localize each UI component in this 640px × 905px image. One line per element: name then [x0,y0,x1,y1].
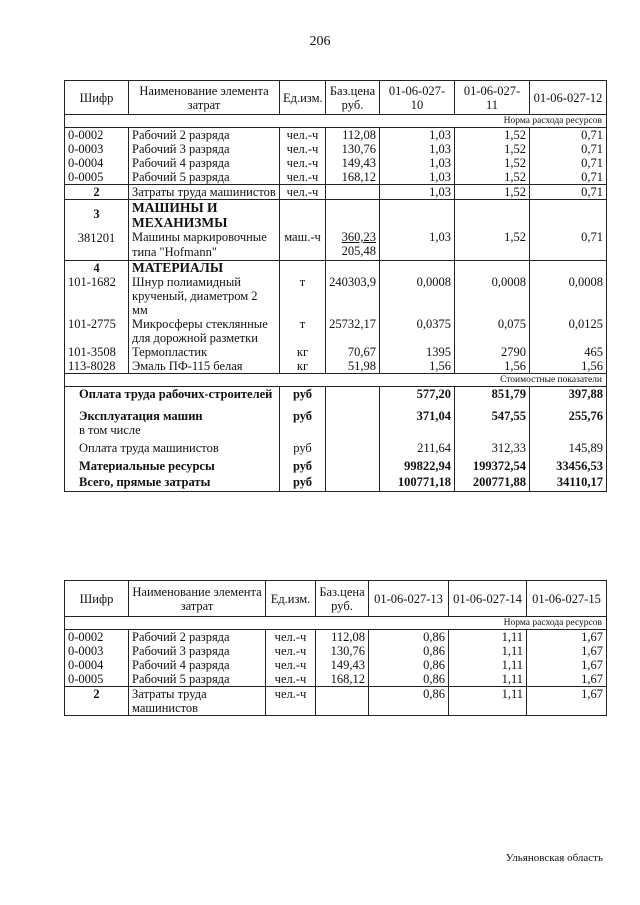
summary-row [65,455,607,473]
summary-label: Материальные ресурсы [65,455,280,473]
row-unit: чел.-ч [280,142,326,156]
summary-value-10: 371,04 [380,401,455,437]
row-value-14: 1,11 [449,630,527,645]
summary-label: Оплата труда машинистов [65,437,280,455]
row-value-10: 1,03 [380,142,455,156]
row-name: Рабочий 3 разряда [129,644,266,658]
empty-cell [455,261,530,276]
row-value-10: 0,0008 [380,275,455,317]
resource-norm-label: Норма расхода ресурсов [65,617,607,630]
row-value-10: 1,03 [380,156,455,170]
header-unit: Ед.изм. [266,581,316,617]
header-price: Баз.цена руб. [326,81,380,115]
table-row [65,658,607,672]
table-row [65,317,607,345]
header-col-10: 01-06-027-10 [380,81,455,115]
summary-unit: руб [280,437,326,455]
row-value-12: 465 [530,345,607,359]
summary-value-12: 33456,53 [530,455,607,473]
row-code: 0-0005 [65,672,129,687]
resource-table-2 [64,580,607,716]
row-unit: чел.-ч [280,185,326,200]
summary-label: Эксплуатация машин [79,409,203,423]
header-col-13: 01-06-027-13 [369,581,449,617]
row-price: 25732,17 [326,317,380,345]
table-row [65,170,607,185]
machines-section-row [65,200,607,261]
row-value-10: 1,03 [380,185,455,200]
summary-value-12: 145,89 [530,437,607,455]
row-value-15: 1,67 [527,630,607,645]
summary-row [65,473,607,492]
row-code: 0-0003 [65,644,129,658]
empty-cell [326,401,380,437]
machines-section-code: 3 [93,207,100,221]
row-unit: чел.-ч [266,630,316,645]
empty-cell [380,261,455,276]
summary-value-11: 547,55 [455,401,530,437]
row-name: Эмаль ПФ-115 белая [129,359,280,374]
row-value-10: 1,03 [380,128,455,143]
row-value-13: 0,86 [369,658,449,672]
header-name: Наименование элемента затрат [129,581,266,617]
row-value-12: 0,0008 [530,275,607,317]
table-row [65,156,607,170]
summary-row [65,437,607,455]
row-value-14: 1,11 [449,672,527,687]
row-name: Микросферы стеклянные для дорожной разметки [129,317,280,345]
materials-section-code: 4 [65,261,129,276]
row-value-11: 1,52 [455,156,530,170]
row-value-11: 2790 [455,345,530,359]
row-value-13: 0,86 [369,672,449,687]
row-unit: кг [280,345,326,359]
summary-label-cell [65,401,280,437]
summary-value-10: 211,64 [380,437,455,455]
row-price: 130,76 [326,142,380,156]
summary-note: в том числе [79,423,141,437]
row-price [316,687,369,716]
row-value-14: 1,11 [449,658,527,672]
empty-cell [326,455,380,473]
summary-value-10: 100771,18 [380,473,455,492]
summary-value-11: 312,33 [455,437,530,455]
empty-cell [326,437,380,455]
summary-row [65,387,607,402]
row-value-12: 0,71 [530,185,607,200]
table-row [65,644,607,658]
row-value-15: 1,67 [527,672,607,687]
summary-unit: руб [280,473,326,492]
resource-table-1 [64,80,607,492]
machine-value-10: 1,03 [380,200,455,261]
row-code: 2 [65,185,129,200]
row-code: 0-0002 [65,630,129,645]
summary-value-11: 199372,54 [455,455,530,473]
row-value-12: 0,0125 [530,317,607,345]
row-code: 101-2775 [65,317,129,345]
table-row [65,345,607,359]
row-value-14: 1,11 [449,687,527,716]
row-code: 0-0002 [65,128,129,143]
row-name: Рабочий 5 разряда [129,170,280,185]
cost-indicators-row [65,374,607,387]
header-code: Шифр [65,581,129,617]
table-header-row [65,81,607,115]
empty-cell [326,387,380,402]
machines-section-name-cell [129,200,280,261]
row-code: 101-3508 [65,345,129,359]
summary-row [65,401,607,437]
summary-unit: руб [280,455,326,473]
row-unit: т [280,317,326,345]
row-code: 113-8028 [65,359,129,374]
header-name: Наименование элемента затрат [129,81,280,115]
row-value-13: 0,86 [369,687,449,716]
summary-unit: руб [280,387,326,402]
row-value-11: 0,0008 [455,275,530,317]
row-value-11: 1,52 [455,128,530,143]
row-unit: чел.-ч [266,658,316,672]
summary-label: Всего, прямые затраты [65,473,280,492]
row-name: Рабочий 4 разряда [129,156,280,170]
table-row [65,359,607,374]
row-name: Рабочий 3 разряда [129,142,280,156]
row-value-14: 1,11 [449,644,527,658]
row-price: 168,12 [326,170,380,185]
machine-price-top: 360,23 [341,230,376,244]
header-code: Шифр [65,81,129,115]
row-name: Рабочий 2 разряда [129,630,266,645]
summary-value-11: 200771,88 [455,473,530,492]
row-unit: т [280,275,326,317]
machine-code: 381201 [77,231,116,245]
table-row [65,672,607,687]
row-code: 0-0005 [65,170,129,185]
row-value-15: 1,67 [527,644,607,658]
row-price: 149,43 [326,156,380,170]
row-value-11: 1,52 [455,170,530,185]
summary-value-11: 851,79 [455,387,530,402]
row-value-10: 1,03 [380,170,455,185]
resource-norm-row [65,115,607,128]
row-value-12: 0,71 [530,128,607,143]
row-value-11: 1,52 [455,185,530,200]
row-unit: чел.-ч [280,156,326,170]
row-code: 0-0004 [65,156,129,170]
resource-norm-row [65,617,607,630]
summary-label: Оплата труда рабочих-строителей [65,387,280,402]
machine-unit: маш.-ч [280,200,326,261]
row-value-10: 1395 [380,345,455,359]
row-price: 240303,9 [326,275,380,317]
row-code: 101-1682 [65,275,129,317]
row-name: Рабочий 4 разряда [129,658,266,672]
row-value-10: 1,56 [380,359,455,374]
header-col-14: 01-06-027-14 [449,581,527,617]
summary-value-12: 255,76 [530,401,607,437]
machine-value-12: 0,71 [530,200,607,261]
row-price [326,185,380,200]
row-unit: чел.-ч [266,672,316,687]
header-unit: Ед.изм. [280,81,326,115]
row-code: 0-0003 [65,142,129,156]
row-price: 70,67 [326,345,380,359]
row-unit: чел.-ч [266,644,316,658]
row-unit: чел.-ч [280,128,326,143]
row-value-12: 0,71 [530,142,607,156]
machines-section-title: МАШИНЫ И МЕХАНИЗМЫ [132,200,228,230]
empty-cell [326,261,380,276]
row-name: Затраты труда машинистов [129,185,280,200]
row-value-11: 0,075 [455,317,530,345]
row-value-12: 0,71 [530,170,607,185]
row-name: Термопластик [129,345,280,359]
row-value-15: 1,67 [527,687,607,716]
row-price: 112,08 [316,630,369,645]
row-unit: чел.-ч [280,170,326,185]
row-code: 2 [65,687,129,716]
machine-price-cell [326,200,380,261]
table-header-row [65,581,607,617]
empty-cell [280,261,326,276]
row-name: Рабочий 5 разряда [129,672,266,687]
row-value-11: 1,56 [455,359,530,374]
row-value-11: 1,52 [455,142,530,156]
machine-value-11: 1,52 [455,200,530,261]
row-price: 168,12 [316,672,369,687]
empty-cell [530,261,607,276]
table-row [65,630,607,645]
header-col-12: 01-06-027-12 [530,81,607,115]
header-col-11: 01-06-027-11 [455,81,530,115]
summary-unit: руб [280,401,326,437]
row-price: 51,98 [326,359,380,374]
cost-indicators-label: Стоимостные показатели [65,374,607,387]
row-name: Рабочий 2 разряда [129,128,280,143]
row-price: 149,43 [316,658,369,672]
row-name: Шнур полиамидный крученый, диаметром 2 мм [129,275,280,317]
row-value-15: 1,67 [527,658,607,672]
footer-region: Ульяновская область [505,852,603,864]
operators-row [65,185,607,200]
summary-value-10: 99822,94 [380,455,455,473]
summary-value-12: 397,88 [530,387,607,402]
materials-section-row [65,261,607,276]
row-unit: кг [280,359,326,374]
header-price: Баз.цена руб. [316,581,369,617]
table-row [65,275,607,317]
row-unit: чел.-ч [266,687,316,716]
summary-value-10: 577,20 [380,387,455,402]
table-row [65,128,607,143]
empty-cell [326,473,380,492]
row-value-13: 0,86 [369,644,449,658]
row-value-12: 0,71 [530,156,607,170]
row-value-12: 1,56 [530,359,607,374]
page-number: 206 [309,34,331,49]
operators-row [65,687,607,716]
summary-value-12: 34110,17 [530,473,607,492]
row-price: 130,76 [316,644,369,658]
row-value-13: 0,86 [369,630,449,645]
row-code: 0-0004 [65,658,129,672]
materials-section-title: МАТЕРИАЛЫ [129,261,280,276]
machine-price-bottom: 205,48 [341,244,376,258]
row-name: Затраты труда машинистов [129,687,266,716]
row-price: 112,08 [326,128,380,143]
header-col-15: 01-06-027-15 [527,581,607,617]
machine-name: Машины маркировочные типа "Hofmann" [132,230,267,259]
row-value-10: 0,0375 [380,317,455,345]
table-row [65,142,607,156]
machines-section-cell [65,200,129,261]
resource-norm-label: Норма расхода ресурсов [65,115,607,128]
